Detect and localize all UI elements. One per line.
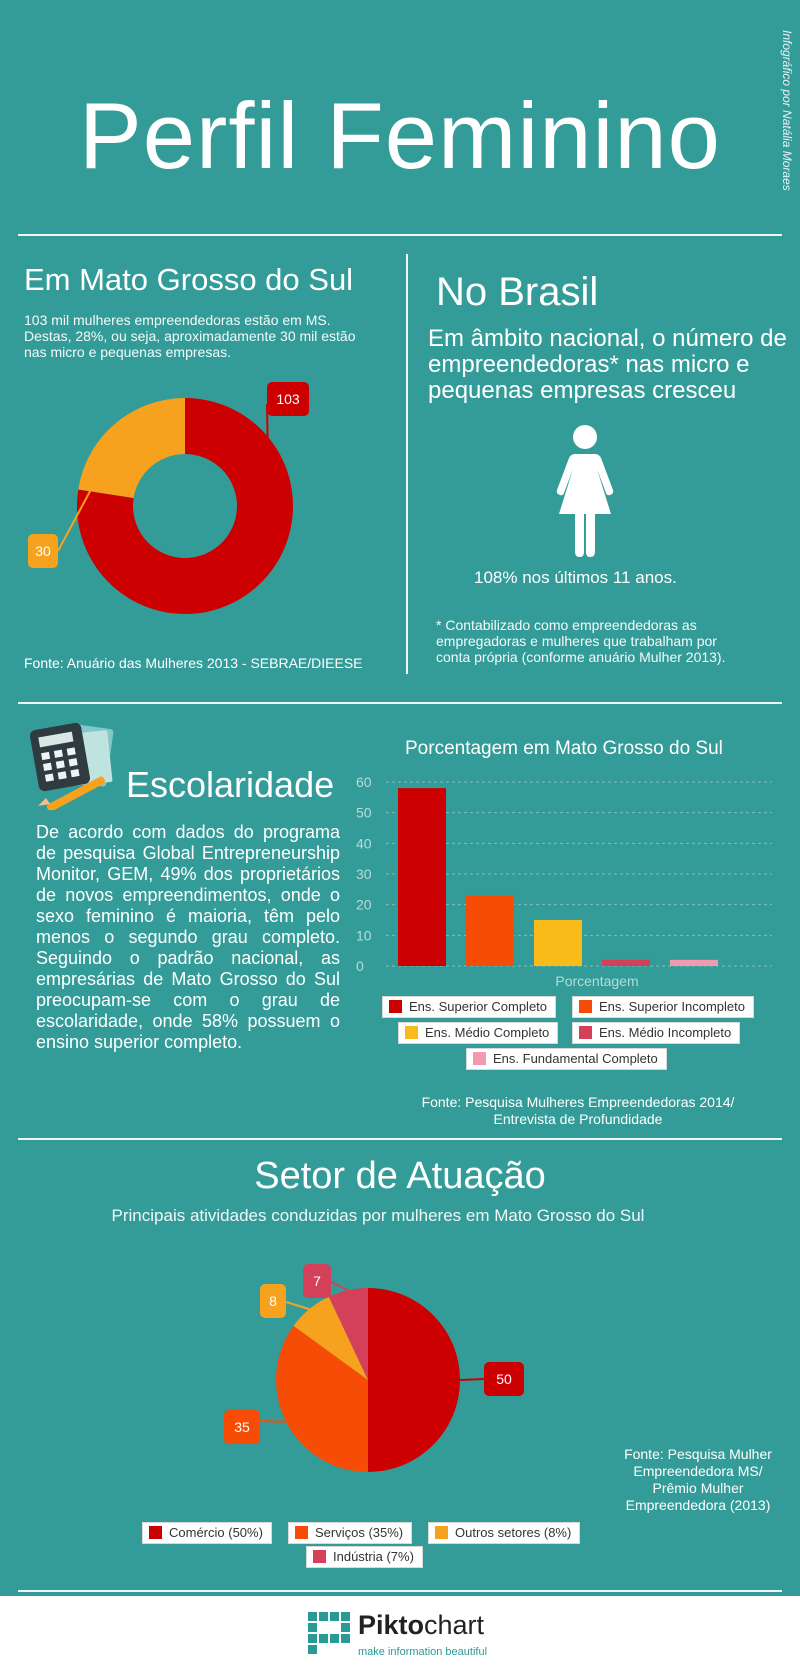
brand-name-b: chart xyxy=(424,1610,485,1640)
divider xyxy=(18,1590,782,1592)
footer xyxy=(0,1596,800,1673)
bar-legend-label: Ens. Superior Completo xyxy=(409,999,548,1014)
donut-label-0-text: 103 xyxy=(276,391,300,407)
donut-chart xyxy=(20,380,390,630)
bar-legend-label: Ens. Fundamental Completo xyxy=(493,1051,658,1066)
escolaridade-text: De acordo com dados do programa de pesquisa Global Entrepreneurship Monitor, GEM, 49% dos proprietários de novos empreendimentos, onde o sexo feminino é maioria, têm pelo menos o segundo grau completo. Seguindo o padrão nacional, as empresárias de Mato Grosso do Sul preocupam-se com o grau de escolaridade, onde 58% possuem o ensino superior completo. xyxy=(36,822,340,1052)
brasil-note: * Contabilizado como empreendedoras as empregadoras e mulheres que trabalham por conta própria (conforme anuário Mulher 2013). xyxy=(436,617,726,665)
bar-4 xyxy=(670,960,718,966)
escolaridade-source-line1: Fonte: Pesquisa Mulheres Empreendedoras 2014/ xyxy=(421,1094,735,1110)
divider xyxy=(18,234,782,236)
bar-legend-item xyxy=(382,996,556,1018)
ms-heading: Em Mato Grosso do Sul xyxy=(24,262,354,297)
pie-legend-item xyxy=(142,1522,272,1544)
pie-label-0-text: 50 xyxy=(496,1371,512,1387)
bar-ytick-label: 30 xyxy=(356,866,372,882)
pie-legend-item xyxy=(428,1522,580,1544)
escolaridade-source-line2: Entrevista de Profundidade xyxy=(493,1111,663,1127)
calculator-icon xyxy=(24,718,116,810)
pie-label-2-text: 8 xyxy=(269,1293,277,1309)
donut-label-1-text: 30 xyxy=(35,543,51,559)
pie-label-3-leader xyxy=(331,1282,348,1290)
bar-ytick-label: 0 xyxy=(356,958,364,974)
bar-ytick-label: 60 xyxy=(356,774,372,790)
bar-legend-label: Ens. Superior Incompleto xyxy=(599,999,745,1014)
pie-legend-swatch xyxy=(313,1550,326,1563)
divider xyxy=(18,1138,782,1140)
pie-legend-swatch xyxy=(149,1526,162,1539)
setor-heading: Setor de Atuação xyxy=(254,1155,546,1197)
pie-legend-label: Serviços (35%) xyxy=(315,1525,404,1540)
bar-legend-swatch xyxy=(579,1026,592,1039)
bar-ytick-label: 20 xyxy=(356,896,372,913)
brand-name-a: Pikto xyxy=(358,1610,425,1640)
setor-subheading: Principais atividades conduzidas por mulheres em Mato Grosso do Sul xyxy=(111,1206,645,1225)
ms-text: 103 mil mulheres empreendedoras estão em MS. Destas, 28%, ou seja, aproximadamente 30 mil estão nas micro e pequenas empresas. xyxy=(24,312,356,360)
pie-slice-0 xyxy=(368,1288,460,1472)
bar-legend-swatch xyxy=(389,1000,402,1013)
bar-3 xyxy=(602,960,650,966)
pie-label-0-leader xyxy=(460,1379,484,1380)
bar-legend-label: Ens. Médio Incompleto xyxy=(599,1025,732,1040)
pie-legend-item xyxy=(288,1522,412,1544)
setor-source: Fonte: Pesquisa Mulher Empreendedora MS/ Prêmio Mulher Empreendedora (2013) xyxy=(624,1446,772,1513)
pie-legend-swatch xyxy=(295,1526,308,1539)
pie-legend-swatch xyxy=(435,1526,448,1539)
bar-legend-swatch xyxy=(473,1052,486,1065)
bar-chart xyxy=(352,766,776,1000)
divider xyxy=(18,702,782,704)
pie-label-1-leader xyxy=(260,1421,286,1422)
ms-source: Fonte: Anuário das Mulheres 2013 - SEBRAE/DIEESE xyxy=(24,655,363,671)
bar-chart-title: Porcentagem em Mato Grosso do Sul xyxy=(405,738,723,759)
bar-xlabel: Porcentagem xyxy=(555,973,639,989)
brand-tagline: make information beautiful xyxy=(358,1646,488,1658)
bar-legend-item xyxy=(398,1022,558,1044)
bar-legend-label: Ens. Médio Completo xyxy=(425,1025,550,1040)
brasil-stat: 108% nos últimos 11 anos. xyxy=(474,568,677,587)
pie-chart xyxy=(200,1256,560,1496)
bar-legend-item xyxy=(572,1022,740,1044)
piktochart-logo-icon xyxy=(308,1612,352,1656)
pie-label-2-leader xyxy=(286,1302,309,1309)
escolaridade-source xyxy=(380,1094,776,1128)
bar-ytick-label: 50 xyxy=(356,804,372,821)
pie-legend-label: Indústria (7%) xyxy=(333,1549,414,1564)
bar-legend-item xyxy=(572,996,754,1018)
pie-legend-item xyxy=(306,1546,423,1568)
pie-label-3-text: 7 xyxy=(313,1273,321,1289)
bar-legend-item xyxy=(466,1048,667,1070)
bar-2 xyxy=(534,920,582,966)
brasil-heading: No Brasil xyxy=(436,270,599,314)
pie-legend-label: Outros setores (8%) xyxy=(455,1525,572,1540)
page-title: Perfil Feminino xyxy=(79,83,721,188)
bar-0 xyxy=(398,788,446,966)
brasil-text: Em âmbito nacional, o número de empreendedoras* nas micro e pequenas empresas cresceu xyxy=(428,325,787,404)
pie-label-1-text: 35 xyxy=(234,1419,250,1435)
vertical-divider xyxy=(406,254,408,674)
bar-legend-swatch xyxy=(579,1000,592,1013)
woman-icon xyxy=(553,424,617,558)
bar-ytick-label: 10 xyxy=(356,927,372,944)
author-credit: Infográfico por Natália Moraes xyxy=(780,30,794,191)
brand-name xyxy=(358,1610,484,1641)
bar-1 xyxy=(466,895,514,966)
pie-legend-label: Comércio (50%) xyxy=(169,1525,263,1540)
bar-ytick-label: 40 xyxy=(356,835,372,852)
escolaridade-heading: Escolaridade xyxy=(126,764,335,805)
bar-legend-swatch xyxy=(405,1026,418,1039)
